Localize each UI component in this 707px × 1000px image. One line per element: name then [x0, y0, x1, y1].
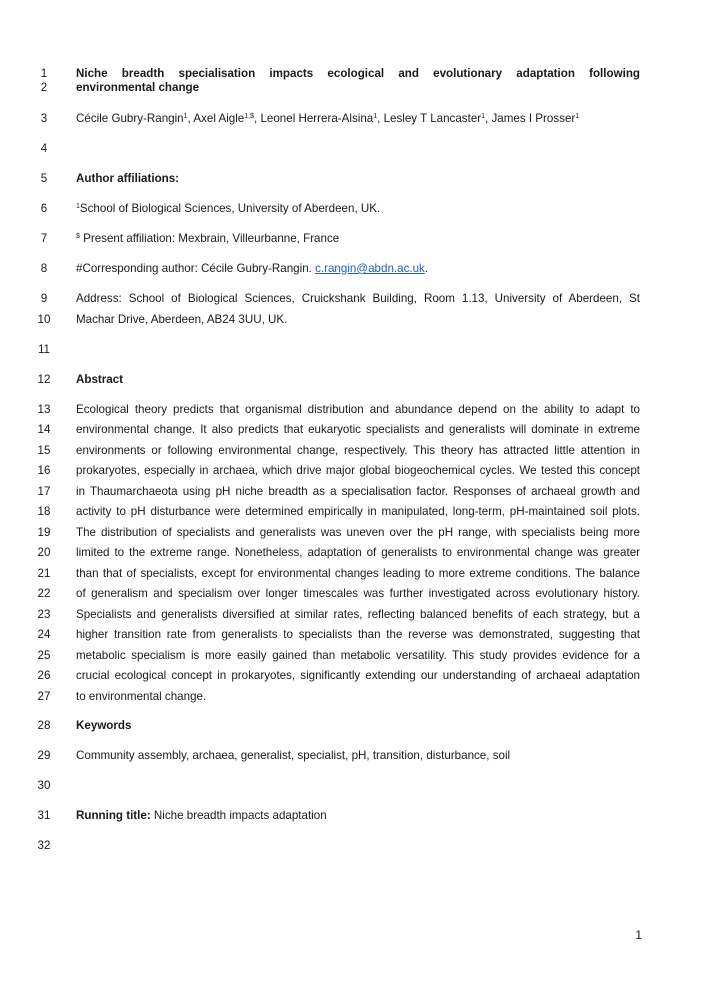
author-name: Cécile Gubry-Rangin — [76, 112, 184, 125]
line-number: 23 — [37, 608, 51, 621]
abstract-line: limited to the extreme range. Nonetheless, adaptation of generalists to environmental change was greater — [76, 546, 640, 559]
running-title — [76, 809, 640, 822]
paper-title-line-1: Niche breadth specialisation impacts ecological and evolutionary adaptation following — [76, 67, 640, 80]
line-number: 29 — [37, 749, 51, 762]
author-affiliation-mark: 1,$ — [244, 113, 254, 120]
running-title-text: Niche breadth impacts adaptation — [150, 809, 327, 822]
line-number: 32 — [37, 839, 51, 852]
line-number: 17 — [37, 485, 51, 498]
author-list: Cécile Gubry-Rangin$^1$, Axel Aigle$^{1,\$}$, Leonel Herrera-Alsina$^1$, Lesley T Lancaster$^1$, James I Prosser$^1$ — [76, 112, 580, 125]
corresponding-email-link[interactable]: c.rangin@abdn.ac.uk — [315, 262, 425, 275]
line-number: 11 — [37, 343, 51, 356]
author-name: Lesley T Lancaster — [383, 112, 482, 125]
line-number: 19 — [37, 526, 51, 539]
line-number: 21 — [37, 567, 51, 580]
author-name: Leonel Herrera-Alsina — [260, 112, 374, 125]
line-number: 9 — [40, 292, 48, 305]
line-number: 16 — [37, 464, 51, 477]
line-number: 7 — [40, 232, 48, 245]
abstract-line: in Thaumarchaeota using pH niche breadth as a specialisation factor. Responses of archaeal growth and — [76, 485, 640, 498]
abstract-line: The distribution of specialists and generalists was uneven over the pH range, with specialists being more — [76, 526, 640, 539]
abstract-line: of generalism and specialism over longer timescales was further investigated across evolutionary history. — [76, 587, 640, 600]
keywords-heading: Keywords — [76, 719, 132, 732]
line-number: 15 — [37, 444, 51, 457]
abstract-line: metabolic specialism is more easily gained than metabolic versatility. This study provides evidence for a — [76, 649, 640, 662]
author-name: James I Prosser — [491, 112, 576, 125]
abstract-line: activity to pH disturbance were determined empirically in manipulated, long-term, pH-maintained soil plots. — [76, 505, 640, 518]
line-number: 26 — [37, 669, 51, 682]
keywords-text: Community assembly, archaea, generalist, specialist, pH, transition, disturbance, soil — [76, 749, 511, 762]
line-number: 13 — [37, 403, 51, 416]
line-number: 6 — [40, 202, 48, 215]
corresponding-suffix: . — [424, 262, 429, 275]
abstract-line: higher transition rate from generalists to specialists than the reverse was demonstrated, suggesting that — [76, 628, 640, 641]
line-number: 12 — [37, 373, 51, 386]
line-number: 5 — [40, 172, 48, 185]
line-number: 27 — [37, 690, 51, 703]
line-number: 30 — [37, 779, 51, 792]
author-affiliation-mark: 1 — [481, 113, 486, 120]
abstract-line: to environmental change. — [76, 690, 207, 703]
line-number: 28 — [37, 719, 51, 732]
author-affiliation-mark: 1 — [183, 113, 188, 120]
affiliation-text: School of Biological Sciences, University of Aberdeen, UK. — [79, 202, 381, 215]
paper-title-line-2: environmental change — [76, 81, 200, 94]
line-number: 4 — [40, 142, 48, 155]
abstract-line: crucial ecological concept in prokaryotes, significantly extending our understanding of archaeal adaptation — [76, 669, 640, 682]
address-line-2: Machar Drive, Aberdeen, AB24 3UU, UK. — [76, 313, 288, 326]
line-number: 14 — [37, 423, 51, 436]
line-number: 25 — [37, 649, 51, 662]
line-number: 2 — [40, 81, 48, 94]
abstract-line: Ecological theory predicts that organismal distribution and abundance depend on the ability to adapt to — [76, 403, 640, 416]
line-number: 18 — [37, 505, 51, 518]
line-number: 10 — [37, 313, 51, 326]
corresponding-author — [76, 262, 640, 275]
author-affiliation-mark: 1 — [373, 113, 378, 120]
line-number: 20 — [37, 546, 51, 559]
line-number: 1 — [40, 67, 48, 80]
affiliation-mark: 1 — [76, 203, 80, 210]
author-affiliation-mark: 1 — [575, 113, 580, 120]
affiliation-2 — [76, 232, 640, 245]
abstract-heading: Abstract — [76, 373, 124, 386]
running-title-label: Running title: — [76, 809, 151, 822]
affiliations-heading: Author affiliations: — [76, 172, 180, 185]
abstract-line: prokaryotes, especially in archaea, which drive major global biogeochemical cycles. We tested this concept — [76, 464, 640, 477]
affiliation-1 — [76, 202, 640, 215]
line-number: 24 — [37, 628, 51, 641]
affiliation-mark: $ — [76, 233, 80, 240]
affiliation-text: Present affiliation: Mexbrain, Villeurbanne, France — [79, 232, 340, 245]
line-number: 31 — [37, 809, 51, 822]
address-line-1: Address: School of Biological Sciences, Cruickshank Building, Room 1.13, University of Aberdeen, St — [76, 292, 640, 305]
abstract-line: than that of specialists, except for environmental changes leading to more extreme conditions. The balance — [76, 567, 640, 580]
line-number: 22 — [37, 587, 51, 600]
abstract-line: Specialists and generalists diversified at similar rates, reflecting balanced benefits of each strategy, but a — [76, 608, 640, 621]
corresponding-author-label: #Corresponding author: Cécile Gubry-Rangin. — [76, 262, 316, 275]
page-number: 1 — [635, 928, 642, 942]
abstract-line: environmental change. It also predicts that eukaryotic specialists and generalists will dominate in extreme — [76, 423, 640, 436]
author-name: Axel Aigle — [193, 112, 245, 125]
line-number: 8 — [40, 262, 48, 275]
abstract-line: environments or following environmental change, respectively. This theory has attracted little attention in — [76, 444, 640, 457]
line-number: 3 — [40, 112, 48, 125]
